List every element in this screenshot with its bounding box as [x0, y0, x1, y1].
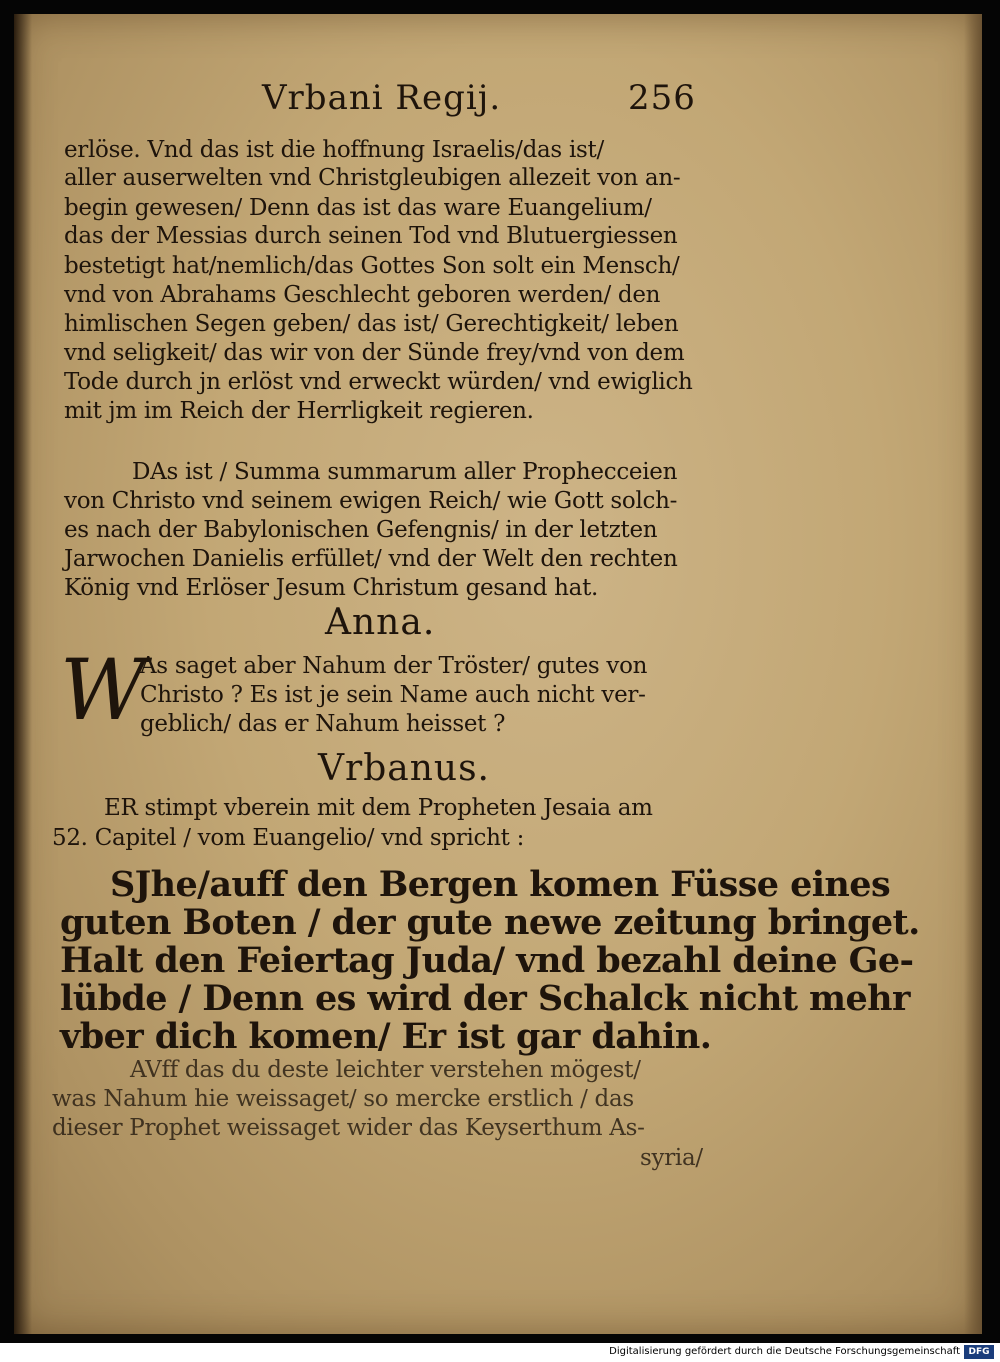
quote-line: Halt den Feiertag Juda/ vnd bezahl deine Ge-	[60, 940, 914, 981]
text-line: mit jm im Reich der Herrligkeit regieren.	[64, 398, 534, 424]
text-line: DAs ist / Summa summarum aller Prophecceien	[132, 459, 678, 485]
speaker-heading-urbanus: Vrbanus.	[318, 748, 491, 789]
text-line: vnd seligkeit/ das wir von der Sünde frey/vnd von dem	[64, 340, 685, 366]
footer-bar	[0, 1343, 1000, 1362]
text-line: es nach der Babylonischen Gefengnis/ in der letzten	[64, 517, 658, 543]
text-line: erlöse. Vnd das ist die hoffnung Israelis/das ist/	[64, 137, 604, 163]
drop-cap-initial: W	[60, 641, 147, 739]
text-line: Tode durch jn erlöst vnd erweckt würden/ vnd ewiglich	[64, 369, 693, 395]
text-line: ER stimpt vberein mit dem Propheten Jesaia am	[104, 795, 653, 821]
page-gutter-shadow	[14, 14, 32, 1334]
running-title: Vrbani Regij.	[262, 78, 502, 118]
page-edge-shadow	[964, 14, 982, 1334]
text-line: vnd von Abrahams Geschlecht geboren werden/ den	[64, 282, 661, 308]
page-number: 256	[628, 78, 696, 118]
quote-line: vber dich komen/ Er ist gar dahin.	[60, 1016, 712, 1057]
text-line: geblich/ das er Nahum heisset ?	[140, 711, 506, 737]
dfg-logo: DFG	[964, 1345, 994, 1359]
text-line: das der Messias durch seinen Tod vnd Blutuergiessen	[64, 223, 678, 249]
text-line: Christo ? Es ist je sein Name auch nicht ver-	[140, 682, 646, 708]
text-line: AVff das du deste leichter verstehen mögest/	[130, 1057, 641, 1083]
text-line: 52. Capitel / vom Euangelio/ vnd spricht :	[52, 825, 525, 851]
text-line: himlischen Segen geben/ das ist/ Gerechtigkeit/ leben	[64, 311, 679, 337]
quote-line: lübde / Denn es wird der Schalck nicht mehr	[60, 978, 910, 1019]
footer-credit: Digitalisierung gefördert durch die Deutsche Forschungsgemeinschaft	[609, 1346, 960, 1357]
text-line: was Nahum hie weissaget/ so mercke erstlich / das	[52, 1086, 634, 1112]
quote-line: guten Boten / der gute newe zeitung bringet.	[60, 902, 920, 943]
text-line: Jarwochen Danielis erfüllet/ vnd der Welt den rechten	[64, 546, 678, 572]
text-line: As saget aber Nahum der Tröster/ gutes von	[140, 653, 648, 679]
catchword: syria/	[640, 1145, 703, 1171]
text-line: von Christo vnd seinem ewigen Reich/ wie Gott solch-	[64, 488, 678, 514]
text-line: bestetigt hat/nemlich/das Gottes Son solt ein Mensch/	[64, 253, 680, 279]
speaker-heading-anna: Anna.	[325, 602, 436, 643]
quote-line: SJhe/auff den Bergen komen Füsse eines	[110, 864, 891, 905]
text-line: begin gewesen/ Denn das ist das ware Euangelium/	[64, 195, 652, 221]
text-line: aller auserwelten vnd Christgleubigen allezeit von an-	[64, 165, 681, 191]
text-line: dieser Prophet weissaget wider das Keyserthum As-	[52, 1115, 645, 1141]
text-line: König vnd Erlöser Jesum Christum gesand hat.	[64, 575, 599, 601]
